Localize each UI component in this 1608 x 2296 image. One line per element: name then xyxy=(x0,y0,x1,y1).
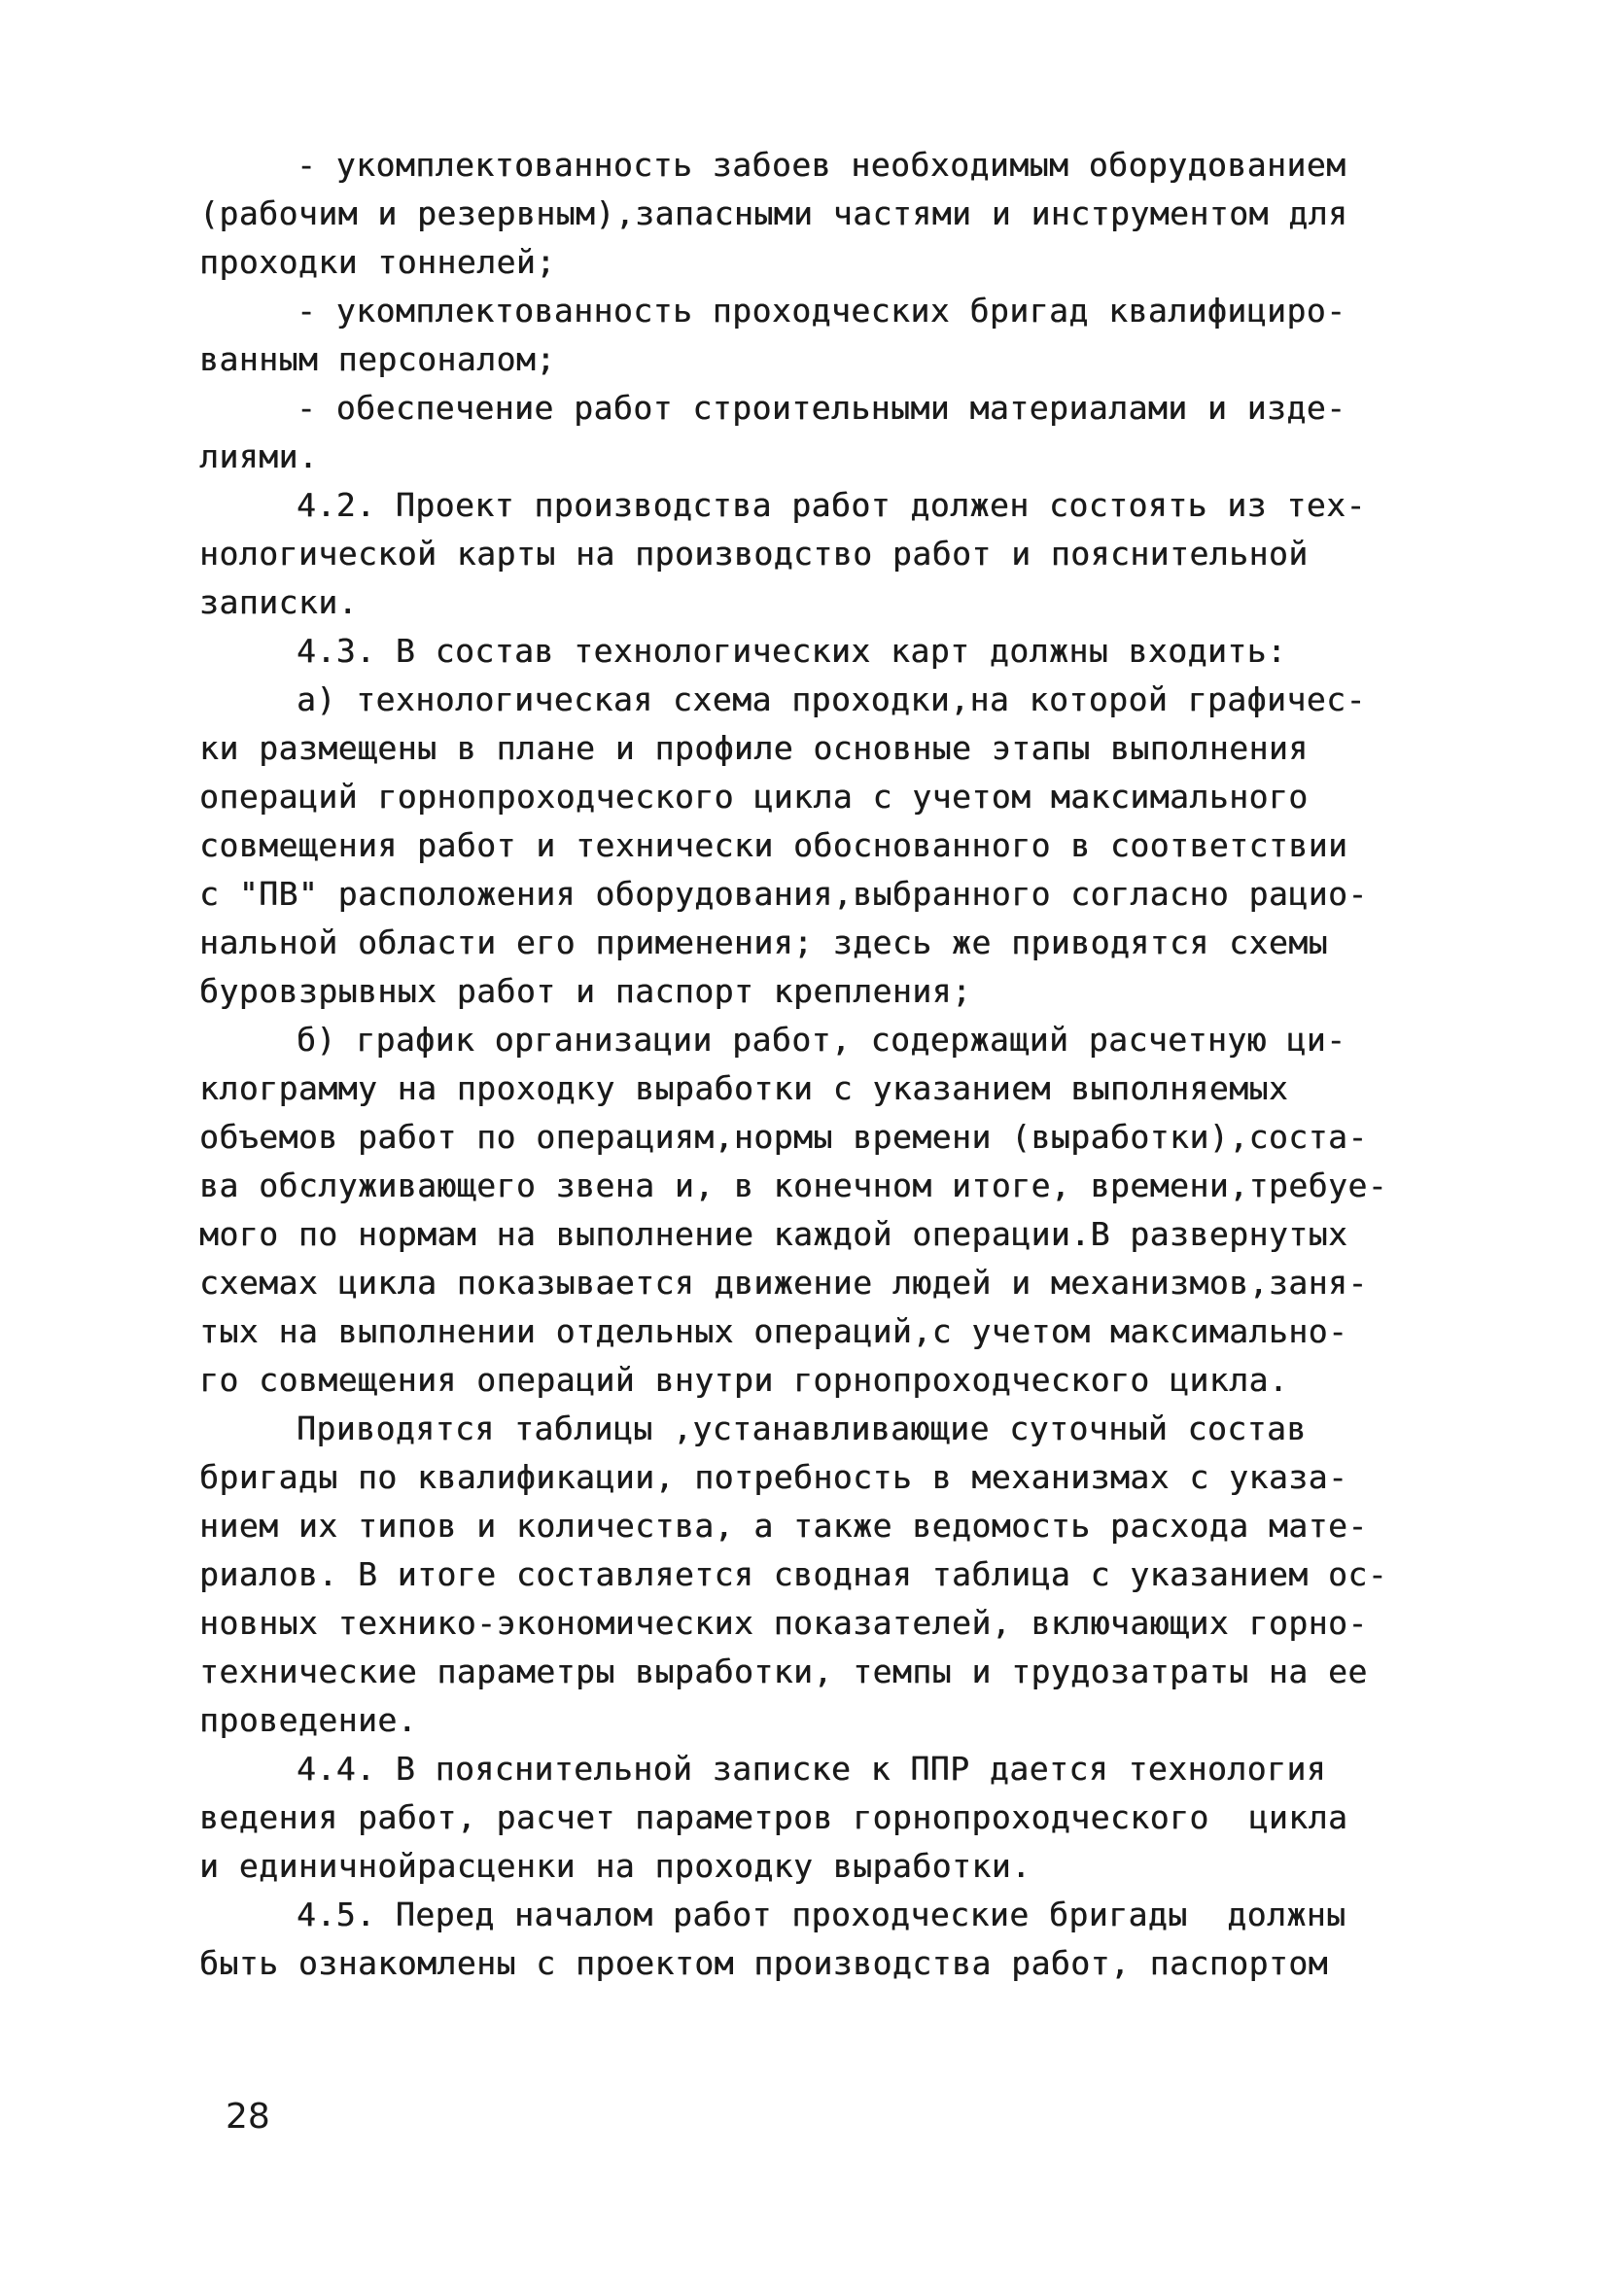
text-line: нальной области его применения; здесь же приводятся схемы xyxy=(199,923,1328,961)
text-line: быть ознакомлены с проектом производства работ, паспортом xyxy=(199,1944,1328,1982)
text-line: операций горнопроходческого цикла с учетом максимального xyxy=(199,778,1309,816)
text-line: проведение. xyxy=(199,1701,418,1739)
body-text xyxy=(199,141,1429,1988)
text-line: го совмещения операций внутри горнопроходческого цикла. xyxy=(199,1361,1289,1399)
text-line: технические параметры выработки, темпы и трудозатраты на ее xyxy=(199,1652,1368,1690)
text-line: проходки тоннелей; xyxy=(199,243,556,281)
page-number: 28 xyxy=(226,2097,270,2137)
text-line: 4.4. В пояснительной записке к ППР дается технология xyxy=(297,1750,1327,1788)
text-line: 4.2. Проект производства работ должен состоять из тех- xyxy=(297,486,1366,524)
text-line: объемов работ по операциям,нормы времени (выработки),соста- xyxy=(199,1118,1368,1156)
text-line: б) график организации работ, содержащий расчетную ци- xyxy=(297,1021,1346,1059)
text-line: и единичнойрасценки на проходку выработки. xyxy=(199,1847,1031,1885)
text-line: - укомплектованность проходческих бригад квалифициро- xyxy=(297,292,1346,330)
text-line: (рабочим и резервным),запасными частями и инструментом для xyxy=(199,194,1348,232)
text-line: 4.3. В состав технологических карт должны входить: xyxy=(297,632,1287,670)
text-line: совмещения работ и технически обоснованного в соответствии xyxy=(199,826,1348,864)
text-line: ва обслуживающего звена и, в конечном итоге, времени,требуе- xyxy=(199,1166,1388,1204)
text-line: лиями. xyxy=(199,437,319,475)
text-line: тых на выполнении отдельных операций,с учетом максимально- xyxy=(199,1312,1348,1350)
text-line: - обеспечение работ строительными материалами и изде- xyxy=(297,389,1346,427)
text-line: записки. xyxy=(199,583,358,621)
text-line: ванным персоналом; xyxy=(199,340,556,378)
text-line: ведения работ, расчет параметров горнопроходческого цикла xyxy=(199,1798,1348,1836)
text-line: Приводятся таблицы ,устанавливающие суточный состав xyxy=(297,1409,1307,1447)
text-line: с "ПВ" расположения оборудования,выбранного согласно рацио- xyxy=(199,875,1368,913)
text-line: - укомплектованность забоев необходимым оборудованием xyxy=(297,146,1346,184)
text-line: риалов. В итоге составляется сводная таблица с указанием ос- xyxy=(199,1555,1388,1593)
text-line: новных технико-экономических показателей, включающих горно- xyxy=(199,1604,1368,1642)
text-line: а) технологическая схема проходки,на которой графичес- xyxy=(297,680,1366,718)
text-line: нием их типов и количества, а также ведомость расхода мате- xyxy=(199,1507,1368,1545)
text-line: мого по нормам на выполнение каждой операции.В развернутых xyxy=(199,1215,1348,1253)
text-line: 4.5. Перед началом работ проходческие бригады должны xyxy=(297,1896,1346,1933)
text-line: ки размещены в плане и профиле основные этапы выполнения xyxy=(199,729,1309,767)
text-line: нологической карты на производство работ и пояснительной xyxy=(199,535,1309,573)
text-line: клограмму на проходку выработки с указанием выполняемых xyxy=(199,1069,1289,1107)
text-line: схемах цикла показывается движение людей и механизмов,заня- xyxy=(199,1264,1368,1302)
text-line: бригады по квалификации, потребность в механизмах с указа- xyxy=(199,1458,1348,1496)
text-line: буровзрывных работ и паспорт крепления; xyxy=(199,972,972,1010)
